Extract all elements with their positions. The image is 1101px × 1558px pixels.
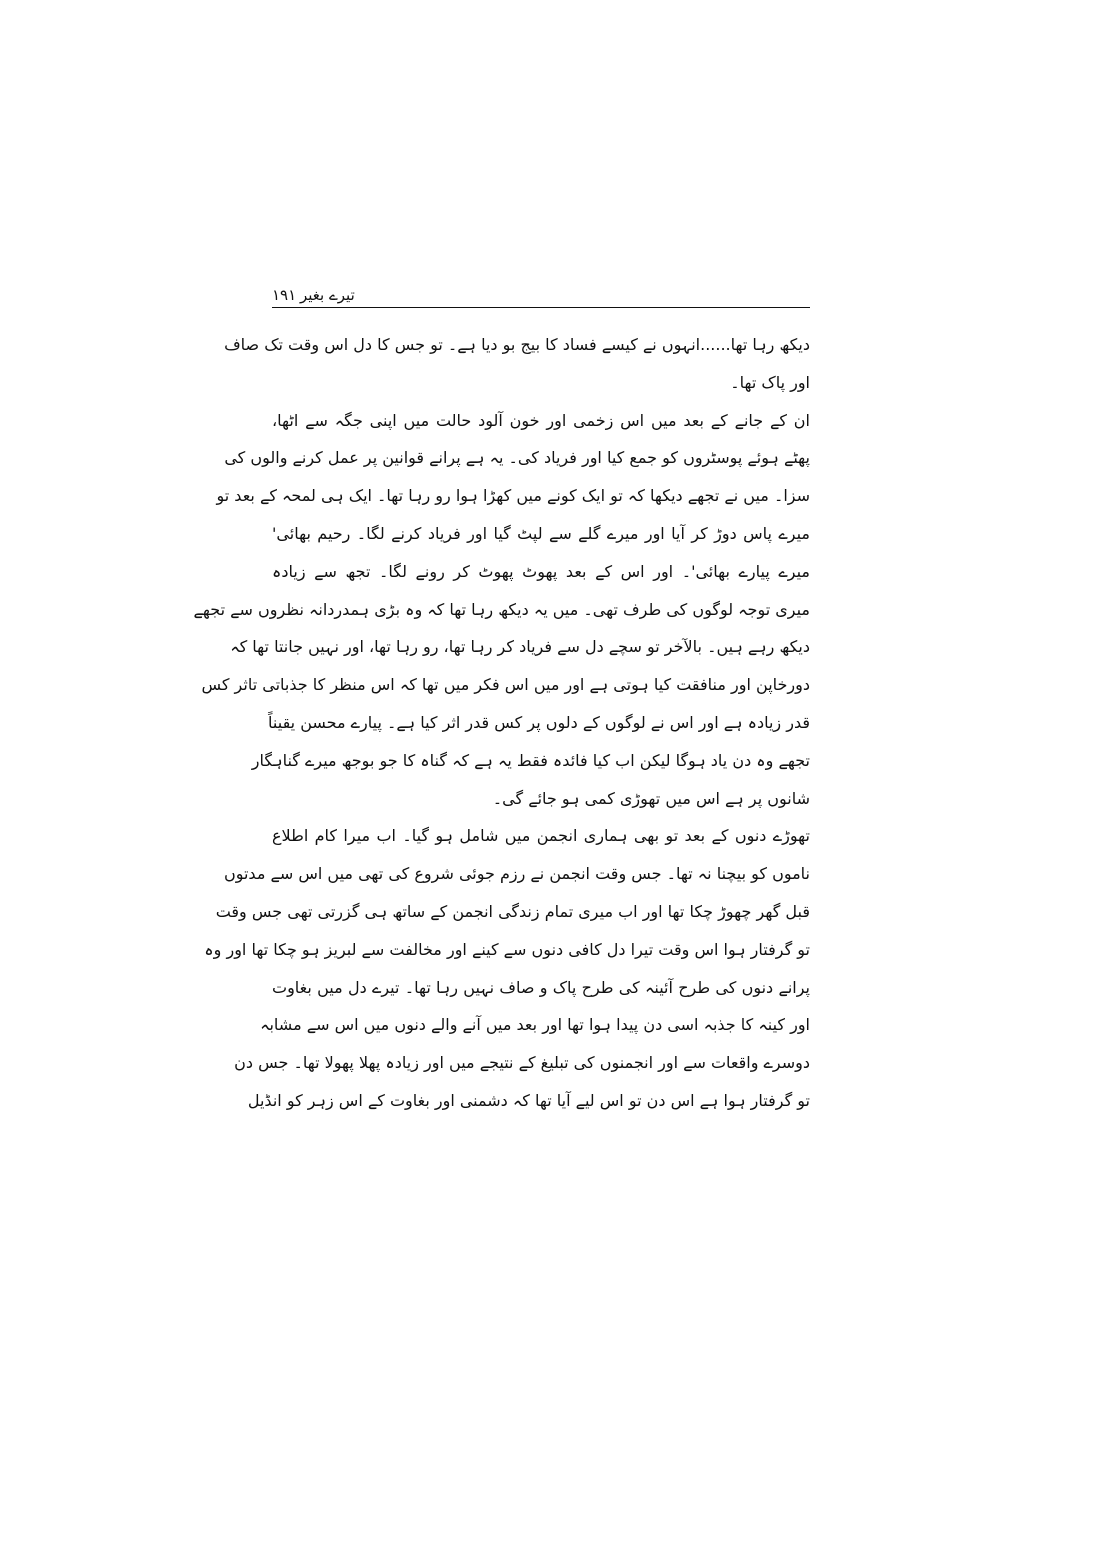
- text-line: شانوں پر ہے اس میں تھوڑی کمی ہو جائے گی۔: [492, 788, 810, 808]
- body-text: [193, 326, 810, 1120]
- text-line: قدر زیادہ ہے اور اس نے لوگوں کے دلوں پر کس قدر اثر کیا ہے۔ پیارے محسن یقیناً: [268, 712, 810, 732]
- paragraph-1: [224, 326, 810, 402]
- text-line: دیکھ رہے ہیں۔ بالآخر تو سچے دل سے فریاد کر رہا تھا، رو رہا تھا، اور نہیں جانتا تھا کہ: [230, 637, 810, 657]
- text-line: پھٹے ہوئے پوسٹروں کو جمع کیا اور فریاد کی۔ یہ ہے پرانے قوانین پر عمل کرنے والوں کی: [224, 448, 810, 468]
- text-line: پرانے دنوں کی طرح آئینہ کی طرح پاک و صاف نہیں رہا تھا۔ تیرے دل میں بغاوت: [272, 977, 810, 997]
- text-line: اور کینہ کا جذبہ اسی دن پیدا ہوا تھا اور بعد میں آنے والے دنوں میں اس سے مشابہ: [260, 1015, 810, 1035]
- header-rule: [272, 307, 810, 308]
- text-line: دوسرے واقعات سے اور انجمنوں کی تبلیغ کے نتیجے میں اور زیادہ پھلا پھولا تھا۔ جس دن: [234, 1053, 810, 1073]
- text-line: اور پاک تھا۔: [730, 372, 810, 392]
- text-line: میرے پاس دوڑ کر آیا اور میرے گلے سے لپٹ گیا اور فریاد کرنے لگا۔ رحیم بھائی': [272, 523, 810, 543]
- text-line: تو گرفتار ہوا اس وقت تیرا دل کافی دنوں سے کینے اور مخالفت سے لبریز ہو چکا تھا اور وہ: [204, 939, 810, 959]
- page-number: ۱۹۱: [272, 286, 297, 304]
- text-line: دورخاپن اور منافقت کیا ہوتی ہے اور میں اس فکر میں تھا کہ اس منظر کا جذباتی تاثر کس: [201, 675, 810, 695]
- text-line: دیکھ رہا تھا......انہوں نے کیسے فساد کا بیج بو دیا ہے۔ تو جس کا دل اس وقت تک صاف: [224, 335, 810, 354]
- text-line: سزا۔ میں نے تجھے دیکھا کہ تو ایک کونے میں کھڑا ہوا رو رہا تھا۔ ایک ہی لمحہ کے بعد تو: [216, 486, 810, 506]
- text-line: قبل گھر چھوڑ چکا تھا اور اب میری تمام زندگی انجمن کے ساتھ ہی گزرتی تھی جس وقت: [215, 901, 810, 921]
- text-line: میری توجہ لوگوں کی طرف تھی۔ میں یہ دیکھ رہا تھا کہ وہ بڑی ہمدردانہ نظروں سے تجھے: [193, 599, 810, 619]
- paragraph-3: [204, 817, 810, 1119]
- paragraph-2: [193, 402, 810, 818]
- running-title: تیرے بغیر: [300, 286, 355, 304]
- text-line: تجھے وہ دن یاد ہوگا لیکن اب کیا فائدہ فقط یہ ہے کہ گناہ کا جو بوجھ میرے گناہگار: [251, 750, 810, 770]
- text-line: تو گرفتار ہوا ہے اس دن تو اس لیے آیا تھا کہ دشمنی اور بغاوت کے اس زہر کو انڈیل: [247, 1090, 810, 1110]
- text-line: میرے پیارے بھائی'۔ اور اس کے بعد پھوٹ پھوٹ کر رونے لگا۔ تجھ سے زیادہ: [272, 561, 810, 581]
- text-line: ناموں کو بیچنا نہ تھا۔ جس وقت انجمن نے رزم جوئی شروع کی تھی میں اس سے مدتوں: [223, 864, 810, 884]
- text-line: تھوڑے دنوں کے بعد تو بھی ہماری انجمن میں شامل ہو گیا۔ اب میرا کام اطلاع: [272, 826, 810, 846]
- text-line: ان کے جانے کے بعد میں اس زخمی اور خون آلود حالت میں اپنی جگہ سے اٹھا،: [272, 410, 810, 430]
